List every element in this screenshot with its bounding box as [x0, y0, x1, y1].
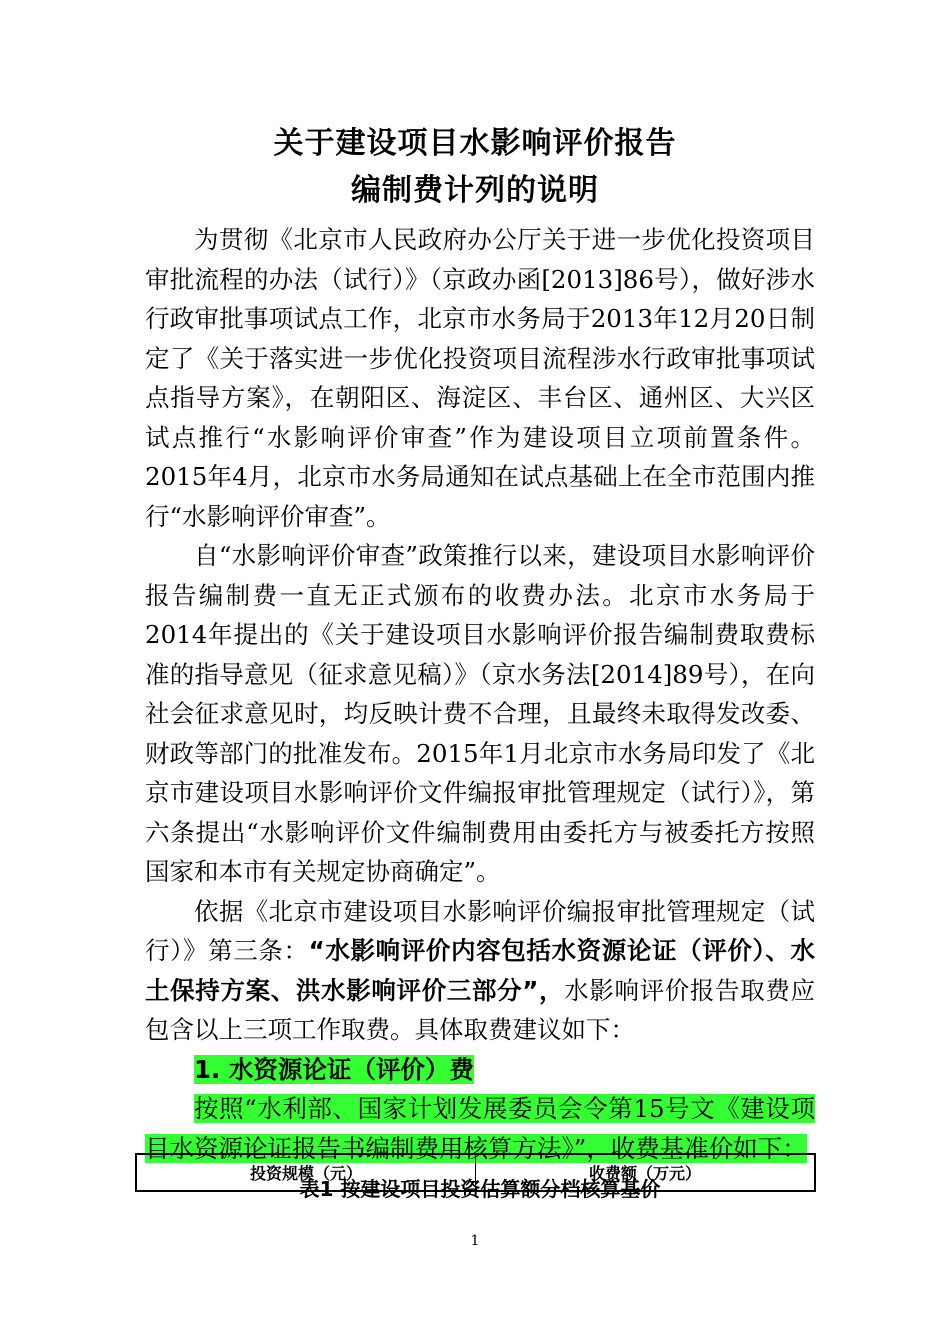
paragraph-2: 自“水影响评价审查”政策推行以来，建设项目水影响评价报告编制费一直无正式颁布的收费办法。北京市水务局于2014年提出的《关于建设项目水影响评价报告编制费取费标准的指导意见（征求意见稿）》（京水务法[2014]89号），在向社会征求意见时，均反映计费不合理，且最终未取得发改委、财政等部门的批准发布。2015年1月北京市水务局印发了《北京市建设项目水影响评价文件编报审批管理规定（试行）》，第六条提出“水影响评价文件编制费用由委托方与被委托方按照国家和本市有关规定协商确定”。 [145, 541, 815, 886]
table-1 [135, 1153, 816, 1192]
table-1-caption: 表1 按建设项目投资估算额分档核算基价 [299, 1177, 661, 1201]
table-header-investment-scale: 投资规模（元） [136, 1154, 476, 1191]
paragraph-3-start: 依据《北京市建设项目水影响评价编报审批管理规定（试行）》第三条： [145, 896, 815, 965]
paragraph-1: 为贯彻《北京市人民政府办公厅关于进一步优化投资项目审批流程的办法（试行）》（京政办函[2013]86号），做好涉水行政审批事项试点工作，北京市水务局于2013年12月20日制定了《关于落实进一步优化投资项目流程涉水行政审批事项试点指导方案》，在朝阳区、海淀区、丰台区、通州区、大兴区试点推行“水影响评价审查”作为建设项目立项前置条件。2015年4月，北京市水务局通知在试点基础上在全市范围内推行“水影响评价审查”。 [145, 225, 815, 531]
document-title-line2: 编制费计列的说明 [351, 173, 599, 208]
paragraph-3 [145, 892, 815, 1050]
section-1-heading [145, 1050, 815, 1090]
table-header-row [136, 1154, 815, 1191]
paragraph-3-bold-quote: “水影响评价内容包括水资源论证（评价）、水土保持方案、洪水影响评价三部分”， [145, 936, 816, 1005]
document-title-line1: 关于建设项目水影响评价报告 [273, 126, 677, 161]
section-1-heading-text: 1. 水资源论证（评价）费 [194, 1054, 474, 1084]
paragraph-3-end: 水影响评价报告取费应包含以上三项工作取费。具体取费建议如下： [145, 975, 816, 1044]
document-body [145, 220, 815, 1204]
paragraph-4-text: 按照“水利部、国家计划发展委员会令第15号文《建设项目水资源论证报告书编制费用核算方法》”，收费基准价如下： [145, 1094, 815, 1163]
page-number: 1 [470, 1233, 480, 1249]
table-header-fee-amount: 收费额（万元） [476, 1154, 816, 1191]
